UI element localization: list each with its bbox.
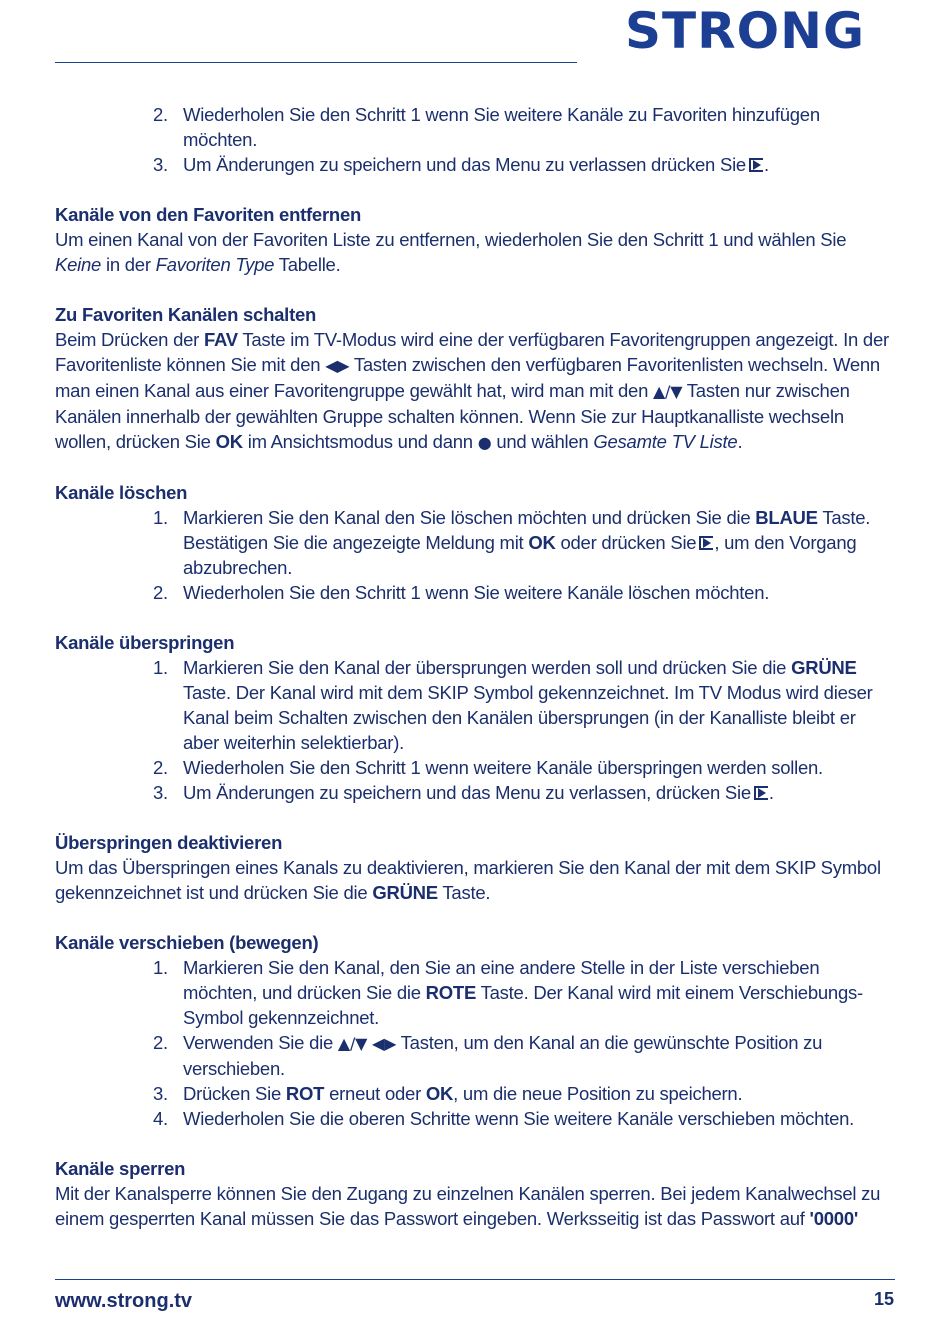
delete-steps-list bbox=[55, 505, 895, 605]
favorites-steps-list bbox=[55, 102, 895, 177]
header-divider bbox=[55, 62, 577, 63]
strong-logo: STRONG bbox=[625, 2, 866, 60]
section-heading: Kanäle von den Favoriten entfernen bbox=[55, 204, 362, 225]
skip-steps-list bbox=[55, 655, 895, 805]
section-heading: Kanäle sperren bbox=[55, 1158, 186, 1179]
section-heading: Zu Favoriten Kanälen schalten bbox=[55, 304, 317, 325]
list-item: 4. Wiederholen Sie die oberen Schritte wenn Sie weitere Kanäle verschieben möchten. bbox=[153, 1108, 855, 1129]
move-steps-list bbox=[55, 955, 895, 1131]
list-item: 2. Wiederholen Sie den Schritt 1 wenn weitere Kanäle überspringen werden sollen. bbox=[153, 757, 823, 778]
section-heading: Kanäle verschieben (bewegen) bbox=[55, 932, 319, 953]
paragraph: Um das Überspringen eines Kanals zu deaktivieren, markieren Sie den Kanal der mit dem SKIP Symbol gekennzeichnet ist und drücken Sie die GRÜNE Taste. bbox=[55, 857, 881, 903]
list-item: 1. Markieren Sie den Kanal der übersprungen werden soll und drücken Sie die GRÜNE Taste. Der Kanal wird mit dem SKIP Symbol gekennzeichnet. Im TV Modus wird dieser Kanal beim Schalten zwischen den Kanälen übersprungen (in der Kanalliste bleibt er aber weiterhin selektierbar). bbox=[153, 657, 873, 753]
section-heading: Überspringen deaktivieren bbox=[55, 832, 283, 853]
paragraph: Beim Drücken der FAV Taste im TV-Modus wird eine der verfügbaren Favoritengruppen angezeigt. In der Favoritenliste können Sie mit den ◀▶ Tasten zwischen den verfügbaren Favoritenlisten wechseln. Wenn man einen Kanal aus einer Favoritengruppe gewählt hat, wird man mit den ▲/▼ Tasten nur zwischen Kanälen innerhalb der gewählten Gruppe schalten können. Wenn Sie zur Hauptkanalliste wechseln wollen, drücken Sie OK im Ansichtsmodus und dann ● und wählen Gesamte TV Liste. bbox=[55, 329, 889, 452]
dot-icon: ● bbox=[477, 433, 492, 452]
list-item: 1. Markieren Sie den Kanal, den Sie an eine andere Stelle in der Liste verschieben möchten, und drücken Sie die ROTE Taste. Der Kanal wird mit einem Verschiebungs-Symbol gekennzeichnet. bbox=[153, 957, 863, 1028]
footer-website-link[interactable]: www.strong.tv bbox=[55, 1290, 193, 1312]
list-item: 2. Verwenden Sie die ▲/▼ ◀▶ Tasten, um den Kanal an die gewünschte Position zu verschieben. bbox=[153, 1032, 823, 1079]
list-item: 3. Um Änderungen zu speichern und das Menu zu verlassen drücken Sie . bbox=[153, 154, 769, 175]
list-item: 2. Wiederholen Sie den Schritt 1 wenn Sie weitere Kanäle zu Favoriten hinzufügen möchten. bbox=[153, 104, 820, 150]
up-down-arrows-icon: ▲/▼ bbox=[653, 382, 683, 401]
paragraph: Um einen Kanal von der Favoriten Liste zu entfernen, wiederholen Sie den Schritt 1 und wählen Sie Keine in der Favoriten Type Tabelle. bbox=[55, 229, 847, 275]
list-item: 3. Drücken Sie ROT erneut oder OK, um die neue Position zu speichern. bbox=[153, 1083, 743, 1104]
list-item: 2. Wiederholen Sie den Schritt 1 wenn Sie weitere Kanäle löschen möchten. bbox=[153, 582, 770, 603]
footer-divider bbox=[55, 1279, 895, 1280]
exit-icon bbox=[754, 786, 768, 800]
list-item: 3. Um Änderungen zu speichern und das Menu zu verlassen, drücken Sie . bbox=[153, 782, 774, 803]
exit-icon bbox=[749, 158, 763, 172]
page-number: 15 bbox=[873, 1289, 894, 1309]
list-item: 1. Markieren Sie den Kanal den Sie löschen möchten und drücken Sie die BLAUE Taste. Bestätigen Sie die angezeigte Meldung mit OK oder drücken Sie , um den Vorgang abzubrechen. bbox=[153, 507, 871, 578]
manual-content bbox=[55, 102, 895, 1231]
paragraph: Mit der Kanalsperre können Sie den Zugang zu einzelnen Kanälen sperren. Bei jedem Kanalwechsel zu einem gesperrten Kanal müssen Sie das Passwort eingeben. Werksseitig ist das Passwort auf '0000' bbox=[55, 1183, 881, 1229]
section-heading: Kanäle überspringen bbox=[55, 632, 235, 653]
section-heading: Kanäle löschen bbox=[55, 482, 188, 503]
left-right-arrows-icon: ◀▶ bbox=[325, 356, 350, 375]
navigation-arrows-icon: ▲/▼ ◀▶ bbox=[337, 1034, 397, 1053]
exit-icon bbox=[699, 536, 713, 550]
